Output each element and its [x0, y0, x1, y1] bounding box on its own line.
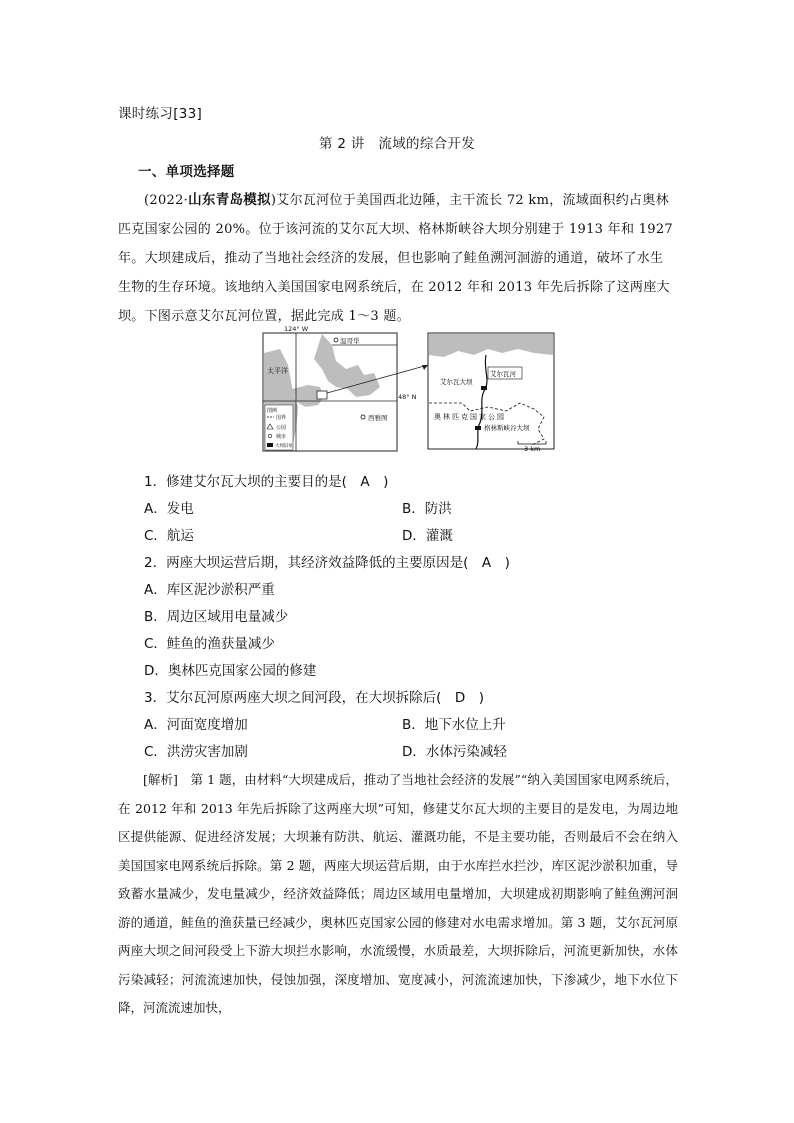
- q3-option-a[interactable]: A．河面宽度增加: [144, 717, 248, 733]
- passage-source: (2022·: [144, 193, 189, 208]
- section-heading: 一、单项选择题: [138, 164, 235, 180]
- left-map: [263, 325, 428, 451]
- seattle-label: 西雅图: [368, 414, 388, 422]
- legend-city: 城市: [276, 434, 287, 440]
- legend-park: 公园: [276, 425, 287, 431]
- dam2-label: 格林斯峡谷大坝: [484, 424, 530, 432]
- exercise-header: 课时练习[33]: [118, 106, 203, 122]
- q1-option-a[interactable]: A．发电: [144, 501, 194, 517]
- q2-option-b[interactable]: B．周边区域用电量减少: [144, 609, 289, 625]
- lat-label: 48° N: [398, 393, 417, 401]
- legend-border: 国界: [276, 415, 287, 421]
- dam-icon: [267, 443, 273, 447]
- passage-text: 艾尔瓦河位于美国西北边陲，主干流长 72 km，流域面积约占奥林匹克国家公园的 20%。位于该河流的艾尔瓦大坝、格林斯峡谷大坝分别建于 1913 年和 1927 年。大坝建成后，推动了当地社会经济的发展，但也影响了鲑鱼溯河洄游的通道，破坏了水生生物的生存环境。该地纳入美国国家电网系统后，在 2012 年和 2013 年先后拆除了这两座大坝。下图示意艾尔瓦河位置，据此完成 1～3 题。: [118, 193, 673, 324]
- vancouver-label: 温哥华: [340, 337, 360, 345]
- river-label: 艾尔瓦河: [490, 370, 516, 378]
- lon-label: 124° W: [284, 325, 309, 333]
- elwha-dam-icon: [481, 386, 487, 390]
- glines-dam-icon: [475, 426, 481, 430]
- scale-label: 3 km: [524, 445, 541, 453]
- question-2-stem: 2．两座大坝运营后期，其经济效益降低的主要原因是( A ): [144, 555, 510, 571]
- q3-option-c[interactable]: C．洪涝灾害加剧: [144, 744, 248, 760]
- right-map: [428, 333, 554, 453]
- question-1-stem: 1．修建艾尔瓦大坝的主要目的是( A ): [144, 474, 389, 490]
- q3-option-d[interactable]: D．水体污染减轻: [402, 744, 507, 760]
- lesson-title: 第 2 讲 流域的综合开发: [318, 136, 476, 152]
- question-3-stem: 3．艾尔瓦河原两座大坝之间河段，在大坝拆除后( D ): [144, 690, 485, 706]
- park-label: 奥林匹克国家公园: [434, 413, 506, 421]
- q1-option-b[interactable]: B．防洪: [402, 501, 452, 517]
- legend-title: 图例: [267, 408, 278, 414]
- river-location-figure: [262, 325, 556, 453]
- q3-option-b[interactable]: B．地下水位上升: [402, 717, 506, 733]
- dam1-label: 艾尔瓦大坝: [440, 378, 473, 386]
- q1-option-d[interactable]: D．灌溉: [402, 528, 453, 544]
- ocean-label-1: 太平洋: [267, 367, 288, 375]
- reading-passage: [118, 186, 676, 331]
- explanation: [解析] 第 1 题，由材料“大坝建成后，推动了当地社会经济的发展”“纳入美国国家电网系统后，在 2012 年和 2013 年先后拆除了这两座大坝”可知，修建艾尔瓦大坝的主要目的是发电，为周边地区提供能源、促进经济发展；大坝兼有防洪、航运、灌溉功能，不是主要功能，否则最后不会在纳入美国国家电网系统后拆除。第 2 题，两座大坝运营后期，由于水库拦水拦沙，库区泥沙淤积加重，导致蓄水量减少，发电量减少，经济效益降低；周边区域用电量增加，大坝建成初期影响了鲑鱼溯河洄游的通道，鲑鱼的渔获量已经减少，奥林匹克国家公园的修建对水电需求增加。第 3 题，艾尔瓦河原两座大坝之间河段受上下游大坝拦水影响，水流缓慢，水质最差，大坝拆除后，河流更新加快，水体污染减轻；河流流速加快，侵蚀加强，深度增加、宽度减小，河流流速加快，下渗减少，地下水位下降，河流流速加快，: [118, 772, 678, 1015]
- legend-dam: 大坝旧址: [275, 444, 293, 449]
- q2-option-d[interactable]: D．奥林匹克国家公园的修建: [144, 663, 317, 679]
- q1-option-c[interactable]: C．航运: [144, 528, 194, 544]
- q2-option-a[interactable]: A．库区泥沙淤积严重: [144, 582, 275, 598]
- passage-source-bold: 山东青岛模拟: [188, 192, 271, 208]
- q2-option-c[interactable]: C．鲑鱼的渔获量减少: [144, 636, 275, 652]
- passage-source-end: ): [270, 193, 277, 208]
- study-area-box: [317, 391, 327, 399]
